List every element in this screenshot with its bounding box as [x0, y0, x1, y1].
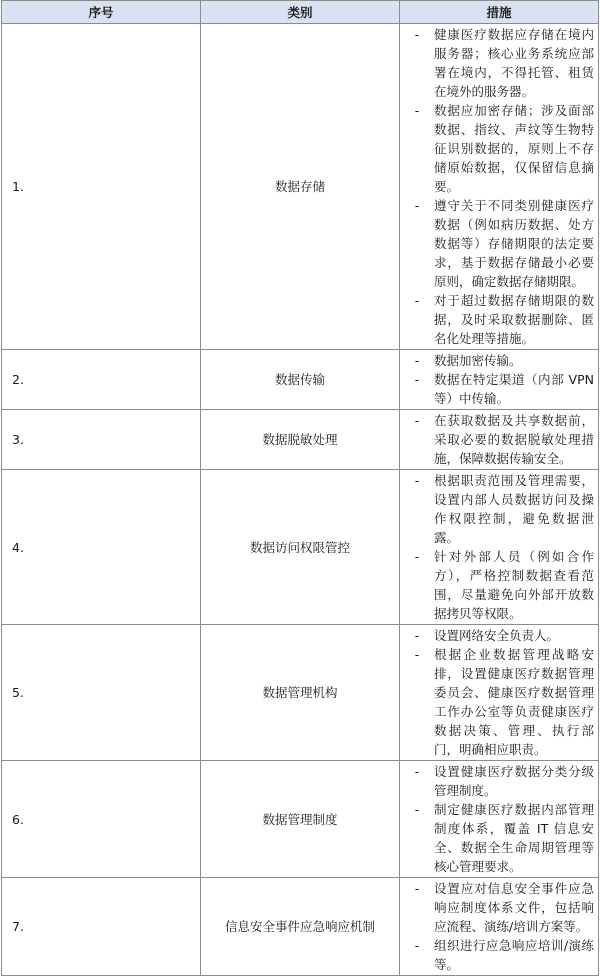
- row-measures: [400, 878, 599, 976]
- list-item: [400, 411, 594, 468]
- measure-text: 根据企业数据管理战略安排，设置健康医疗数据管理委员会、健康医疗数据管理工作办公室等负责健康医疗数据决策、管理、执行部门，明确相应职责。: [434, 647, 594, 757]
- row-measures: [400, 470, 599, 625]
- list-item: [400, 196, 594, 291]
- measure-text: 遵守关于不同类别健康医疗数据（例如病历数据、处方数据等）存储期限的法定要求，基于数据存储最小必要原则，确定数据存储期限。: [434, 198, 594, 289]
- table-row: [2, 625, 599, 761]
- table-row: [2, 878, 599, 976]
- header-measures: 措施: [400, 1, 599, 24]
- dash-bullet-icon: -: [414, 628, 420, 643]
- row-number: 5.: [2, 625, 201, 761]
- measure-list: [400, 471, 594, 623]
- row-measures: [400, 24, 599, 350]
- measure-list: [400, 626, 594, 759]
- measure-text: 健康医疗数据应存储在境内服务器；核心业务系统应部署在境内，不得托管、租赁在境外的服务器。: [434, 27, 594, 99]
- row-number: 1.: [2, 24, 201, 350]
- measure-text: 针对外部人员（例如合作方），严格控制数据查看范围，尽量避免向外部开放数据拷贝等权限。: [434, 549, 594, 621]
- row-number: 4.: [2, 470, 201, 625]
- measure-text: 设置健康医疗数据分类分级管理制度。: [434, 764, 594, 798]
- row-number: 6.: [2, 761, 201, 878]
- row-measures: [400, 761, 599, 878]
- measure-text: 数据在特定渠道（内部 VPN 等）中传输。: [434, 372, 594, 406]
- measure-text: 设置网络安全负责人。: [434, 628, 560, 643]
- table-row: [2, 350, 599, 410]
- row-category: 数据管理制度: [201, 761, 400, 878]
- list-item: [400, 800, 594, 876]
- header-row: [2, 1, 599, 24]
- row-category: 数据访问权限管控: [201, 470, 400, 625]
- row-measures: [400, 350, 599, 410]
- dash-bullet-icon: -: [414, 938, 420, 953]
- dash-bullet-icon: -: [414, 103, 420, 118]
- row-measures: [400, 410, 599, 470]
- row-measures: [400, 625, 599, 761]
- measure-text: 数据加密传输。: [434, 353, 522, 368]
- measure-list: [400, 25, 594, 348]
- measure-text: 组织进行应急响应培训/演练等。: [434, 938, 594, 972]
- dash-bullet-icon: -: [414, 413, 420, 428]
- list-item: [400, 291, 594, 348]
- dash-bullet-icon: -: [414, 549, 420, 564]
- row-category: 数据存储: [201, 24, 400, 350]
- table-row: [2, 410, 599, 470]
- list-item: [400, 645, 594, 759]
- list-item: [400, 370, 594, 408]
- list-item: [400, 101, 594, 196]
- measure-list: [400, 411, 594, 468]
- row-category: 数据脱敏处理: [201, 410, 400, 470]
- dash-bullet-icon: -: [414, 764, 420, 779]
- measure-list: [400, 879, 594, 974]
- dash-bullet-icon: -: [414, 372, 420, 387]
- list-item: [400, 25, 594, 101]
- row-category: 数据管理机构: [201, 625, 400, 761]
- row-number: 7.: [2, 878, 201, 976]
- list-item: [400, 879, 594, 936]
- dash-bullet-icon: -: [414, 802, 420, 817]
- measure-text: 对于超过数据存储期限的数据，及时采取数据删除、匿名化处理等措施。: [434, 293, 594, 346]
- list-item: [400, 626, 594, 645]
- row-number: 2.: [2, 350, 201, 410]
- row-category: 数据传输: [201, 350, 400, 410]
- list-item: [400, 471, 594, 547]
- dash-bullet-icon: -: [414, 473, 420, 488]
- dash-bullet-icon: -: [414, 881, 420, 896]
- list-item: [400, 351, 594, 370]
- measure-list: [400, 351, 594, 408]
- measures-table: [1, 0, 599, 976]
- row-category: 信息安全事件应急响应机制: [201, 878, 400, 976]
- list-item: [400, 936, 594, 974]
- measure-text: 制定健康医疗数据内部管理制度体系，覆盖 IT 信息安全、数据全生命周期管理等核心管理要求。: [434, 802, 594, 874]
- row-number: 3.: [2, 410, 201, 470]
- dash-bullet-icon: -: [414, 353, 420, 368]
- table-row: [2, 761, 599, 878]
- measure-text: 在获取数据及共享数据前，采取必要的数据脱敏处理措施，保障数据传输安全。: [434, 413, 594, 466]
- table-row: [2, 24, 599, 350]
- measure-text: 根据职责范围及管理需要，设置内部人员数据访问及操作权限控制，避免数据泄露。: [434, 473, 594, 545]
- measure-text: 设置应对信息安全事件应急响应制度体系文件，包括响应流程、演练/培训方案等。: [434, 881, 594, 934]
- header-no: 序号: [2, 1, 201, 24]
- measure-list: [400, 762, 594, 876]
- header-category: 类别: [201, 1, 400, 24]
- list-item: [400, 547, 594, 623]
- dash-bullet-icon: -: [414, 293, 420, 308]
- dash-bullet-icon: -: [414, 198, 420, 213]
- table-body: [2, 24, 599, 976]
- table-row: [2, 470, 599, 625]
- dash-bullet-icon: -: [414, 27, 420, 42]
- dash-bullet-icon: -: [414, 647, 420, 662]
- measure-text: 数据应加密存储；涉及面部数据、指纹、声纹等生物特征识别数据的，原则上不存储原始数据，仅保留信息摘要。: [434, 103, 594, 194]
- list-item: [400, 762, 594, 800]
